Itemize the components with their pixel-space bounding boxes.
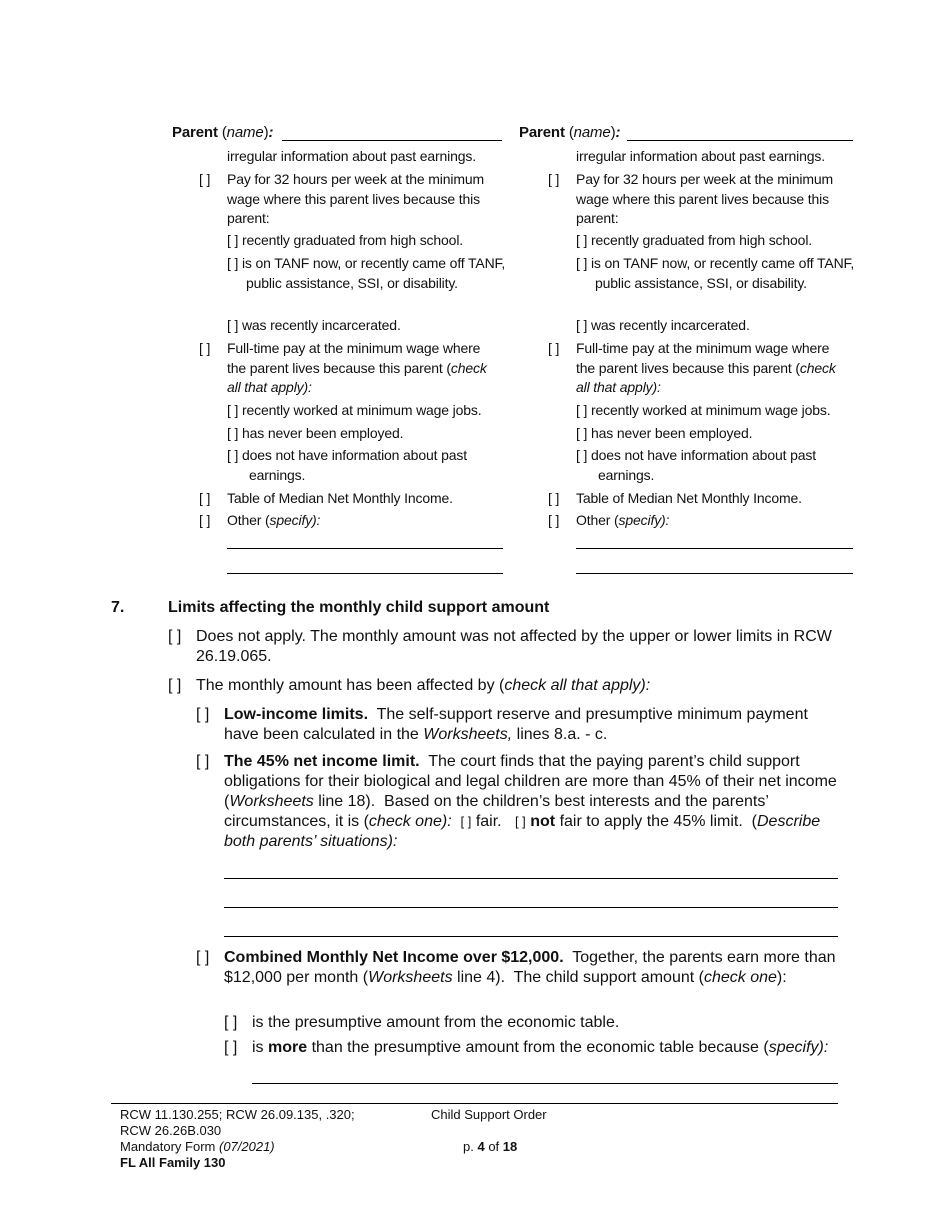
left-item-32hours: Pay for 32 hours per week at the minimum wage where this parent lives because this parent:	[227, 171, 485, 226]
footer-page-number: p. 4 of 18	[463, 1139, 518, 1154]
right-checkbox-fulltime[interactable]: [ ]	[548, 340, 560, 356]
more-text: is more than the presumptive amount from the economic table because (specify):	[252, 1039, 829, 1056]
section-7-title: Limits affecting the monthly child support amount	[168, 599, 550, 616]
right-sub-incarcerated[interactable]: [ ] was recently incarcerated.	[576, 317, 750, 333]
limit45-checkbox[interactable]: [ ]	[196, 753, 210, 770]
right-sub-tanf[interactable]: [ ] is on TANF now, or recently came off TANF, public assistance, SSI, or disability.	[576, 255, 855, 291]
left-checkbox-median[interactable]: [ ]	[199, 490, 211, 506]
low-income-text: Low-income limits. The self-support reserve and presumptive minimum payment have been calculated in the Worksheets, lines 8.a. - c.	[224, 706, 813, 743]
footer-divider	[111, 1103, 838, 1104]
fair-checkbox[interactable]: [ ]	[460, 814, 472, 829]
not-fair-checkbox[interactable]: [ ]	[514, 814, 526, 829]
combined-checkbox[interactable]: [ ]	[196, 949, 210, 966]
left-item-median: Table of Median Net Monthly Income.	[227, 490, 453, 506]
right-intro-tail: irregular information about past earnings.	[576, 148, 825, 164]
left-sub-minwage-jobs[interactable]: [ ] recently worked at minimum wage jobs.	[227, 402, 482, 418]
describe-line-2[interactable]	[224, 907, 838, 908]
right-parent-name-field[interactable]	[627, 140, 853, 141]
left-parent-name-field[interactable]	[282, 140, 502, 141]
does-not-apply-text: Does not apply. The monthly amount was not affected by the upper or lower limits in RCW 26.19.065.	[196, 628, 832, 665]
more-checkbox[interactable]: [ ]	[224, 1039, 238, 1056]
footer-mandatory: Mandatory Form (07/2021)	[120, 1139, 275, 1154]
right-sub-minwage-jobs[interactable]: [ ] recently worked at minimum wage jobs.	[576, 402, 831, 418]
left-intro-tail: irregular information about past earnings.	[227, 148, 476, 164]
presumptive-text: is the presumptive amount from the economic table.	[252, 1014, 620, 1031]
right-checkbox-other[interactable]: [ ]	[548, 512, 560, 528]
left-sub-graduated[interactable]: [ ] recently graduated from high school.	[227, 232, 464, 248]
right-parent-heading: Parent (name):	[519, 124, 621, 141]
right-other-line-2[interactable]	[576, 573, 853, 574]
right-sub-graduated[interactable]: [ ] recently graduated from high school.	[576, 232, 813, 248]
left-checkbox-32hours[interactable]: [ ]	[199, 171, 211, 187]
right-sub-no-info[interactable]: [ ] does not have information about past earnings.	[576, 447, 816, 483]
right-item-median: Table of Median Net Monthly Income.	[576, 490, 802, 506]
left-sub-no-info[interactable]: [ ] does not have information about past earnings.	[227, 447, 467, 483]
left-checkbox-other[interactable]: [ ]	[199, 512, 211, 528]
footer-rcw-line-1: RCW 11.130.255; RCW 26.09.135, .320;	[120, 1107, 355, 1122]
right-checkbox-median[interactable]: [ ]	[548, 490, 560, 506]
affected-checkbox[interactable]: [ ]	[168, 677, 182, 694]
left-checkbox-fulltime[interactable]: [ ]	[199, 340, 211, 356]
left-other-line-1[interactable]	[227, 548, 503, 549]
footer-form-id: FL All Family 130	[120, 1155, 226, 1170]
right-item-other: Other (specify):	[576, 512, 670, 528]
left-sub-tanf[interactable]: [ ] is on TANF now, or recently came off TANF, public assistance, SSI, or disability.	[227, 255, 506, 291]
low-income-checkbox[interactable]: [ ]	[196, 706, 210, 723]
right-other-line-1[interactable]	[576, 548, 853, 549]
left-item-other: Other (specify):	[227, 512, 321, 528]
left-sub-incarcerated[interactable]: [ ] was recently incarcerated.	[227, 317, 401, 333]
right-checkbox-32hours[interactable]: [ ]	[548, 171, 560, 187]
more-specify-line[interactable]	[252, 1083, 838, 1084]
does-not-apply-checkbox[interactable]: [ ]	[168, 628, 182, 645]
limit45-text: The 45% net income limit. The court finds that the paying parent’s child support obligations for their biological and legal children are more than 45% of their net income (Worksheets line 18). Based on the children’s best interests and the parents’ circumstances, it is (check one): [ ] fair. [ ] not fair to apply the 45% limit. (Describe both parents’ situations):	[224, 753, 842, 850]
left-item-fulltime: Full-time pay at the minimum wage where the parent lives because this parent (check all that apply):	[227, 340, 487, 395]
left-other-line-2[interactable]	[227, 573, 503, 574]
right-item-fulltime: Full-time pay at the minimum wage where the parent lives because this parent (check all that apply):	[576, 340, 836, 395]
affected-text: The monthly amount has been affected by (check all that apply):	[196, 677, 651, 694]
right-item-32hours: Pay for 32 hours per week at the minimum wage where this parent lives because this parent:	[576, 171, 834, 226]
combined-text: Combined Monthly Net Income over $12,000. Together, the parents earn more than $12,000 per month (Worksheets line 4). The child support amount (check one):	[224, 949, 840, 986]
section-7-number: 7.	[111, 599, 125, 616]
right-sub-never-employed[interactable]: [ ] has never been employed.	[576, 425, 753, 441]
describe-line-3[interactable]	[224, 936, 838, 937]
footer-rcw-line-2: RCW 26.26B.030	[120, 1123, 222, 1138]
left-sub-never-employed[interactable]: [ ] has never been employed.	[227, 425, 404, 441]
presumptive-checkbox[interactable]: [ ]	[224, 1014, 238, 1031]
left-parent-heading: Parent (name):	[172, 124, 274, 141]
describe-line-1[interactable]	[224, 878, 838, 879]
footer-title: Child Support Order	[431, 1107, 547, 1122]
